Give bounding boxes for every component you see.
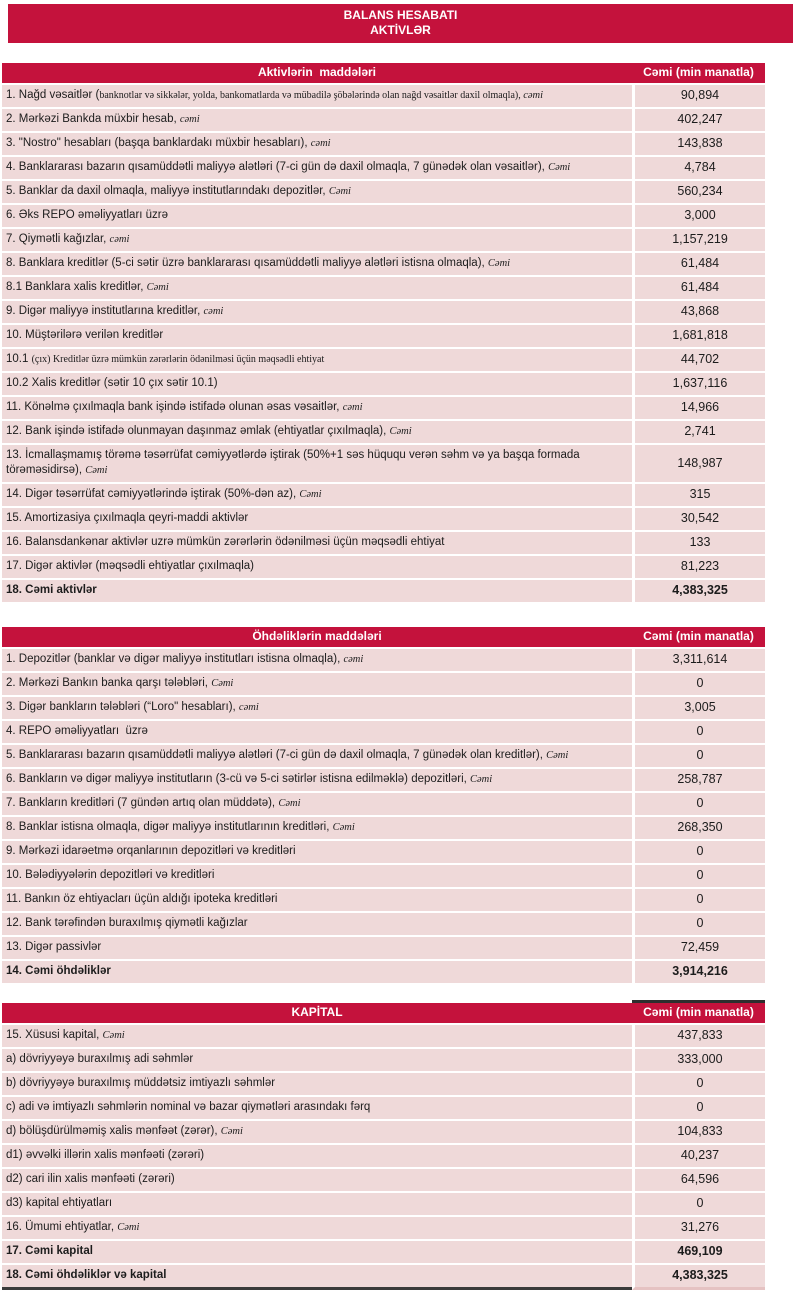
- row-label-cami-suffix: Cəmi: [548, 162, 571, 173]
- row-label: [2, 181, 632, 205]
- row-label-text: 10. Müştərilərə verilən kreditlər: [6, 329, 164, 341]
- row-label: [2, 1145, 632, 1169]
- row-label: [2, 301, 632, 325]
- row-label: [2, 937, 632, 961]
- row-value: 1,681,818: [632, 325, 765, 349]
- row-label: [2, 793, 632, 817]
- row-label-note: (çıx) Kreditlər üzrə mümkün zərərlərin ödənilməsi üçün məqsədli ehtiyat: [31, 354, 325, 365]
- row-label: [2, 841, 632, 865]
- report-title-band: [8, 4, 793, 43]
- row-label-text: 4. Banklararası bazarın qısamüddətli maliyyə alətləri (7-ci gün də daxil olmaqla, 7 günədək olan vəsaitlər),: [6, 161, 549, 173]
- row-label-text: 16. Ümumi ehtiyatlar,: [6, 1221, 118, 1233]
- row-value: 43,868: [632, 301, 765, 325]
- row-value: 4,383,325: [632, 1265, 765, 1290]
- row-label-text: 6. Əks REPO əməliyyatları üzrə: [6, 209, 169, 221]
- table-row: [2, 133, 765, 157]
- row-label: [2, 1241, 632, 1265]
- table-row: [2, 421, 765, 445]
- table-row: [2, 556, 765, 580]
- row-label-text: 5. Banklar da daxil olmaqla, maliyyə institutlarındakı depozitlər,: [6, 185, 329, 197]
- row-label-cami-suffix: Cəmi: [389, 426, 412, 437]
- table-row: [2, 484, 765, 508]
- table-row: [2, 301, 765, 325]
- row-label-text: 15. Xüsusi kapital,: [6, 1029, 103, 1041]
- table-row: [2, 205, 765, 229]
- row-value: 44,702: [632, 349, 765, 373]
- row-label-text: 8. Banklara kreditlər (5-ci sətir üzrə banklararası qısamüddətli maliyyə alətləri istisna olmaqla),: [6, 257, 488, 269]
- row-label-text: 12. Bank tərəfindən buraxılmış qiymətli kağızlar: [6, 917, 248, 929]
- row-label-text: 2. Mərkəzi Bankda müxbir hesab,: [6, 113, 180, 125]
- row-label: [2, 697, 632, 721]
- row-label-text: 3. Digər bankların tələbləri (“Loro" hesabları),: [6, 701, 239, 713]
- row-label-text: d3) kapital ehtiyatları: [6, 1197, 113, 1209]
- capital-header-label: KAPİTAL: [2, 1000, 632, 1025]
- row-label-cami-suffix: cəmi: [203, 306, 224, 317]
- row-label-cami-suffix: Cəmi: [278, 798, 301, 809]
- row-label: [2, 508, 632, 532]
- row-label-text: 9. Mərkəzi idarəetmə orqanlarının depozitləri və kreditləri: [6, 845, 296, 857]
- row-value: 1,637,116: [632, 373, 765, 397]
- row-label: [2, 889, 632, 913]
- row-label-text: 11. Bankın öz ehtiyacları üçün aldığı ipoteka kreditləri: [6, 893, 278, 905]
- row-label-text: 16. Balansdankənar aktivlər uzrə mümkün zərərlərin ödənilməsi üçün məqsədli ehtiyat: [6, 536, 445, 548]
- row-label: [2, 913, 632, 937]
- row-value: 402,247: [632, 109, 765, 133]
- row-label-cami-suffix: Cəmi: [470, 774, 493, 785]
- row-label-cami-suffix: Cəmi: [487, 258, 511, 269]
- row-label-text: d) bölüşdürülməmiş xalis mənfəət (zərər),: [6, 1125, 221, 1137]
- row-value: 90,894: [632, 85, 765, 109]
- row-label: [2, 373, 632, 397]
- row-label: [2, 85, 632, 109]
- row-value: 3,914,216: [632, 961, 765, 985]
- row-label-cami-suffix: Cəmi: [117, 1222, 140, 1233]
- row-value: 3,000: [632, 205, 765, 229]
- row-value: 61,484: [632, 277, 765, 301]
- table-row: [2, 697, 765, 721]
- table-row: [2, 1049, 765, 1073]
- row-label-note: banknotlar və sikkələr, yolda, bankomatlarda və mübadilə şöbələrində olan nağd vəsaitlər daxil olmaqla),: [99, 90, 524, 101]
- row-label-cami-suffix: cəmi: [310, 138, 331, 149]
- table-row: [2, 397, 765, 421]
- row-label: [2, 817, 632, 841]
- row-value: 4,383,325: [632, 580, 765, 604]
- liabilities-table: [2, 627, 765, 985]
- liabilities-header-label: Öhdəliklərin maddələri: [2, 627, 632, 649]
- row-value: 437,833: [632, 1025, 765, 1049]
- row-label: [2, 532, 632, 556]
- table-row: [2, 1025, 765, 1049]
- row-label-text: 10.1: [6, 353, 32, 365]
- table-row: [2, 1097, 765, 1121]
- table-row: [2, 889, 765, 913]
- row-value: 4,784: [632, 157, 765, 181]
- table-row: [2, 1121, 765, 1145]
- table-row: [2, 649, 765, 673]
- row-label: [2, 865, 632, 889]
- row-label-text: 4. REPO əməliyyatları üzrə: [6, 725, 148, 737]
- table-row: [2, 913, 765, 937]
- row-value: 31,276: [632, 1217, 765, 1241]
- row-label-cami-suffix: Cəmi: [102, 1030, 125, 1041]
- row-label-text: 5. Banklararası bazarın qısamüddətli maliyyə alətləri (7-ci gün də daxil olmaqla, 7 günədək olan kreditlər),: [6, 749, 547, 761]
- row-label: [2, 769, 632, 793]
- row-label: [2, 397, 632, 421]
- row-value: 0: [632, 745, 765, 769]
- table-row: [2, 325, 765, 349]
- spacer: [0, 604, 800, 627]
- table-row: [2, 277, 765, 301]
- row-value: 0: [632, 793, 765, 817]
- table-row: [2, 1145, 765, 1169]
- assets-table: [2, 63, 765, 604]
- assets-header-row: [2, 63, 765, 85]
- row-label-text: d1) əvvəlki illərin xalis mənfəəti (zərəri): [6, 1149, 205, 1161]
- assets-header-value: Cəmi (min manatla): [632, 63, 765, 85]
- table-row: [2, 1169, 765, 1193]
- row-value: 72,459: [632, 937, 765, 961]
- table-row: [2, 157, 765, 181]
- row-value: 268,350: [632, 817, 765, 841]
- row-label: [2, 253, 632, 277]
- assets-header-label: Aktivlərin maddələri: [2, 63, 632, 85]
- row-label-text: 12. Bank işində istifadə olunmayan daşınmaz əmlak (ehtiyatlar çıxılmaqla),: [6, 425, 390, 437]
- row-label-text: 1. Depozitlər (banklar və digər maliyyə institutları istisna olmaqla),: [6, 653, 344, 665]
- row-value: 14,966: [632, 397, 765, 421]
- row-value: 1,157,219: [632, 229, 765, 253]
- row-label-text: 6. Bankların və digər maliyyə institutların (3-cü və 5-ci sətirlər istisna edilməklə) depozitləri,: [6, 773, 471, 785]
- row-label: [2, 484, 632, 508]
- row-label: [2, 421, 632, 445]
- row-value: 258,787: [632, 769, 765, 793]
- row-value: 560,234: [632, 181, 765, 205]
- table-row: [2, 445, 765, 484]
- row-label-cami-suffix: cəmi: [238, 702, 259, 713]
- row-label: [2, 745, 632, 769]
- row-label: [2, 445, 632, 484]
- row-value: 469,109: [632, 1241, 765, 1265]
- row-label-text: a) dövriyyəyə buraxılmış adi səhmlər: [6, 1053, 194, 1065]
- row-value: 61,484: [632, 253, 765, 277]
- table-row: [2, 253, 765, 277]
- row-label: [2, 1025, 632, 1049]
- row-label: [2, 556, 632, 580]
- row-value: 104,833: [632, 1121, 765, 1145]
- row-label-cami-suffix: cəmi: [523, 90, 544, 101]
- row-label: [2, 649, 632, 673]
- row-label-text: 14. Cəmi öhdəliklər: [6, 965, 111, 977]
- row-value: 2,741: [632, 421, 765, 445]
- table-row: [2, 961, 765, 985]
- row-label-text: 9. Digər maliyyə institutlarına kreditlər,: [6, 305, 204, 317]
- table-row: [2, 349, 765, 373]
- row-label-cami-suffix: Cəmi: [85, 465, 108, 476]
- row-label: [2, 205, 632, 229]
- row-value: 40,237: [632, 1145, 765, 1169]
- table-row: [2, 1073, 765, 1097]
- row-label-text: c) adi və imtiyazlı səhmlərin nominal və bazar qiymətləri arasındakı fərq: [6, 1101, 371, 1113]
- row-label-text: 14. Digər təsərrüfat cəmiyyətlərində iştirak (50%-dən az),: [6, 488, 300, 500]
- table-row: [2, 769, 765, 793]
- report-title-line2: AKTİVLƏR: [370, 23, 431, 37]
- row-value: 30,542: [632, 508, 765, 532]
- row-label-text: 10. Bələdiyyələrin depozitləri və kreditləri: [6, 869, 215, 881]
- row-label-text: 1. Nağd vəsaitlər (: [6, 89, 100, 101]
- row-label-text: 13. Digər passivlər: [6, 941, 102, 953]
- row-label: [2, 721, 632, 745]
- row-label-cami-suffix: Cəmi: [328, 186, 351, 197]
- row-value: 315: [632, 484, 765, 508]
- table-row: [2, 793, 765, 817]
- row-label-cami-suffix: cəmi: [343, 654, 364, 665]
- table-row: [2, 1241, 765, 1265]
- row-label-text: 15. Amortizasiya çıxılmaqla qeyri-maddi aktivlər: [6, 512, 249, 524]
- row-value: 0: [632, 865, 765, 889]
- row-label: [2, 277, 632, 301]
- row-value: 81,223: [632, 556, 765, 580]
- row-label-text: 18. Cəmi aktivlər: [6, 584, 97, 596]
- row-label-cami-suffix: cəmi: [342, 402, 363, 413]
- table-row: [2, 865, 765, 889]
- row-label: [2, 109, 632, 133]
- row-value: 133: [632, 532, 765, 556]
- row-label-cami-suffix: Cəmi: [299, 489, 322, 500]
- table-row: [2, 508, 765, 532]
- row-value: 3,005: [632, 697, 765, 721]
- row-label-cami-suffix: Cəmi: [146, 282, 169, 293]
- row-label-text: d2) cari ilin xalis mənfəəti (zərəri): [6, 1173, 175, 1185]
- row-label-text: 8. Banklar istisna olmaqla, digər maliyyə institutlarının kreditləri,: [6, 821, 333, 833]
- row-label-text: 13. İcmallaşmamış törəmə təsərrüfat cəmiyyətlərdə iştirak (50%+1 səs hüququ verən səhm və ya başqa formada törəməsidirsə),: [6, 449, 583, 476]
- row-label: [2, 1073, 632, 1097]
- table-row: [2, 1193, 765, 1217]
- row-label-cami-suffix: cəmi: [109, 234, 130, 245]
- table-row: [2, 673, 765, 697]
- row-label: [2, 1097, 632, 1121]
- table-row: [2, 1217, 765, 1241]
- table-row: [2, 109, 765, 133]
- row-label-cami-suffix: Cəmi: [546, 750, 569, 761]
- row-label-text: 7. Bankların kreditləri (7 gündən artıq olan müddətə),: [6, 797, 279, 809]
- row-label: [2, 580, 632, 604]
- row-label: [2, 1169, 632, 1193]
- row-label-text: 10.2 Xalis kreditlər (sətir 10 çıx sətir 10.1): [6, 377, 218, 389]
- row-value: 3,311,614: [632, 649, 765, 673]
- table-row: [2, 721, 765, 745]
- row-label: [2, 229, 632, 253]
- spacer: [0, 43, 800, 63]
- row-value: 333,000: [632, 1049, 765, 1073]
- row-label: [2, 157, 632, 181]
- row-label: [2, 1217, 632, 1241]
- row-label-cami-suffix: Cəmi: [332, 822, 355, 833]
- row-label-text: 8.1 Banklara xalis kreditlər,: [6, 281, 147, 293]
- row-label-text: 18. Cəmi öhdəliklər və kapital: [6, 1269, 167, 1281]
- capital-header-value: Cəmi (min manatla): [632, 1000, 765, 1025]
- row-value: 0: [632, 841, 765, 865]
- row-label-cami-suffix: Cəmi: [220, 1126, 243, 1137]
- row-label-text: 3. "Nostro" hesabları (başqa banklardakı müxbir hesabları),: [6, 137, 311, 149]
- row-value: 64,596: [632, 1169, 765, 1193]
- table-row: [2, 532, 765, 556]
- row-label-text: 7. Qiymətli kağızlar,: [6, 233, 110, 245]
- row-label: [2, 349, 632, 373]
- report-title-line1: BALANS HESABATI: [343, 8, 458, 22]
- row-label-text: 2. Mərkəzi Bankın banka qarşı tələbləri,: [6, 677, 212, 689]
- row-value: 0: [632, 673, 765, 697]
- table-row: [2, 580, 765, 604]
- row-value: 0: [632, 1193, 765, 1217]
- row-label-text: 17. Digər aktivlər (məqsədli ehtiyatlar çıxılmaqla): [6, 560, 254, 572]
- row-label-cami-suffix: cəmi: [179, 114, 200, 125]
- table-row: [2, 937, 765, 961]
- table-row: [2, 1265, 765, 1290]
- liabilities-header-row: [2, 627, 765, 649]
- liabilities-header-value: Cəmi (min manatla): [632, 627, 765, 649]
- row-value: 0: [632, 721, 765, 745]
- row-label: [2, 325, 632, 349]
- table-row: [2, 373, 765, 397]
- row-label-text: 17. Cəmi kapital: [6, 1245, 93, 1257]
- row-label-cami-suffix: Cəmi: [211, 678, 234, 689]
- table-row: [2, 85, 765, 109]
- capital-header-row: [2, 1000, 765, 1025]
- row-value: 143,838: [632, 133, 765, 157]
- table-row: [2, 841, 765, 865]
- row-label: [2, 133, 632, 157]
- row-label-text: b) dövriyyəyə buraxılmış müddətsiz imtiyazlı səhmlər: [6, 1077, 276, 1089]
- row-label: [2, 673, 632, 697]
- table-row: [2, 817, 765, 841]
- row-value: 148,987: [632, 445, 765, 484]
- table-row: [2, 745, 765, 769]
- table-row: [2, 181, 765, 205]
- row-label-text: 11. Könəlmə çıxılmaqla bank işində istifadə olunan əsas vəsaitlər,: [6, 401, 343, 413]
- row-label: [2, 1049, 632, 1073]
- table-row: [2, 229, 765, 253]
- row-label: [2, 961, 632, 985]
- row-value: 0: [632, 1073, 765, 1097]
- row-value: 0: [632, 1097, 765, 1121]
- row-value: 0: [632, 889, 765, 913]
- row-label: [2, 1265, 632, 1290]
- row-label: [2, 1193, 632, 1217]
- row-value: 0: [632, 913, 765, 937]
- spacer: [0, 985, 800, 1000]
- capital-table: [2, 1000, 765, 1290]
- row-label: [2, 1121, 632, 1145]
